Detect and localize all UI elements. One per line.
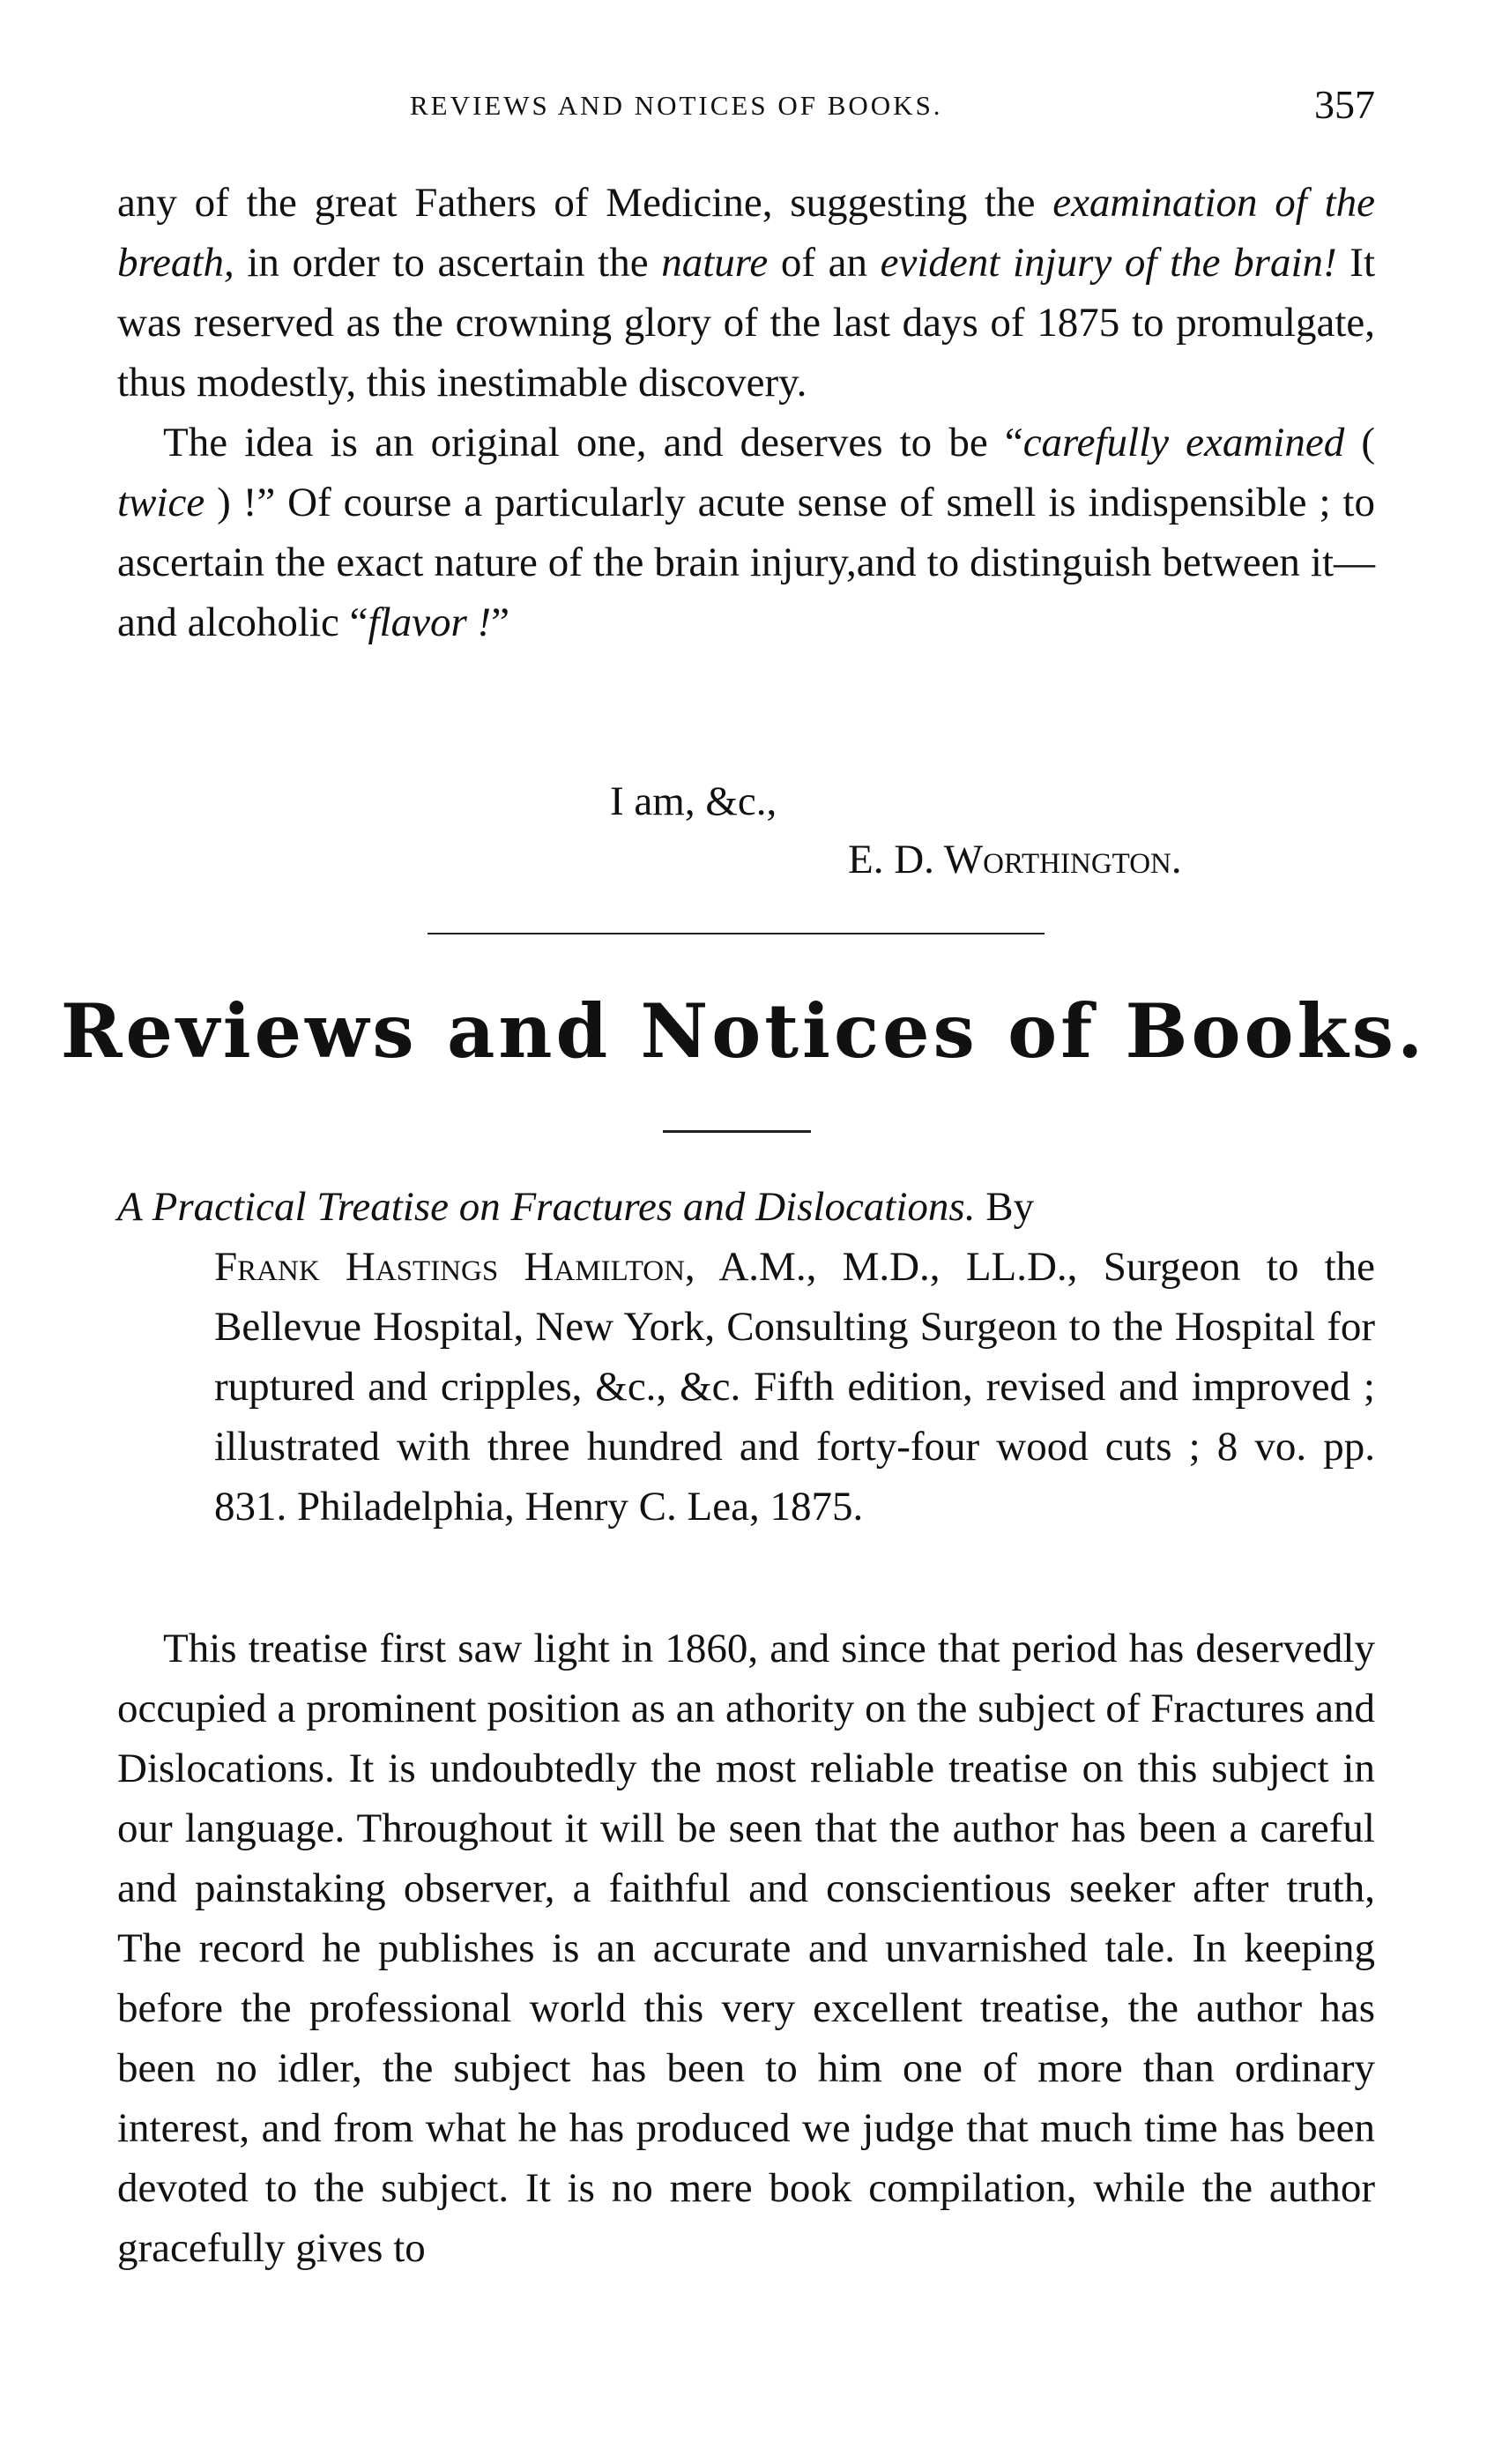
running-head [115,81,1375,134]
italic-phrase: twice [117,480,205,525]
letter-paragraph [117,413,1375,652]
text-run: ) !” Of course a particularly acute sense of smell is indispensible ; to ascertain the exact nature of the brain injury,and to distinguish between it—and alcoholic “ [117,480,1375,645]
book-details: Surgeon to the Bellevue Hospital, New York, Consulting Surgeon to the Hospital for ruptured and cripples, &c., &c. Fifth edition, revised and improved ; illustrated with three hundred and forty-four wood cuts ; 8 vo. pp. 831. Philadelphia, Henry C. Lea, 1875. [214,1244,1376,1530]
letter-body [117,173,1375,652]
text-run: The idea is an original one, and deserves to be “ [163,420,1023,465]
book-citation [117,1177,1375,1537]
text-run: ( [1344,420,1376,465]
book-author: Frank Hastings Hamilton, A.M., M.D., LL.D., [214,1244,1078,1290]
italic-phrase: flavor ! [368,599,492,645]
italic-phrase: carefully examined [1022,420,1345,465]
text-run: in order to ascertain the [234,240,662,286]
section-heading: Reviews and Notices of Books. [60,987,1427,1075]
italic-phrase: evident injury of the brain! [880,240,1337,286]
text-run: any of the great Fathers of Medicine, suggesting the [117,180,1053,226]
book-title: A Practical Treatise on Fractures and Dislocations. [117,1184,976,1230]
letter-paragraph [117,173,1375,413]
letter-signature: E. D. Worthington. [848,837,1182,882]
italic-phrase: examination of the breath, [117,180,1375,286]
text-run: of an [768,240,881,286]
citation-by: By [975,1184,1035,1230]
heading-rule [663,1130,811,1133]
divider-rule [428,933,1045,934]
text-run: It was reserved as the crowning glory of the last days of 1875 to promulgate, thus modestly, this inestimable discovery. [117,240,1376,406]
review-paragraph: This treatise first saw light in 1860, and since that period has deservedly occupied a prominent position as an athority on the subject of Fractures and Dislocations. It is undoubtedly the most reliable treatise on this subject in our language. Throughout it will be seen that the author has been a careful and painstaking observer, a faithful and conscientious seeker after truth, The record he publishes is an accurate and unvarnished tale. In keeping before the professional world this very excellent treatise, the author has been no idler, the subject has been to him one of more than ordinary interest, and from what he has produced we judge that much time has been devoted to the subject. It is no mere book compilation, while the author gracefully gives to [117,1626,1375,2271]
review-body [117,1619,1375,2278]
citation-body [117,1237,1375,1537]
running-title: REVIEWS AND NOTICES OF BOOKS. [410,90,943,121]
italic-phrase: nature [661,240,769,286]
page-number: 357 [1314,82,1375,127]
citation-title-line [117,1177,1375,1237]
text-run: ” [491,599,510,645]
letter-closing: I am, &c., [610,778,777,824]
